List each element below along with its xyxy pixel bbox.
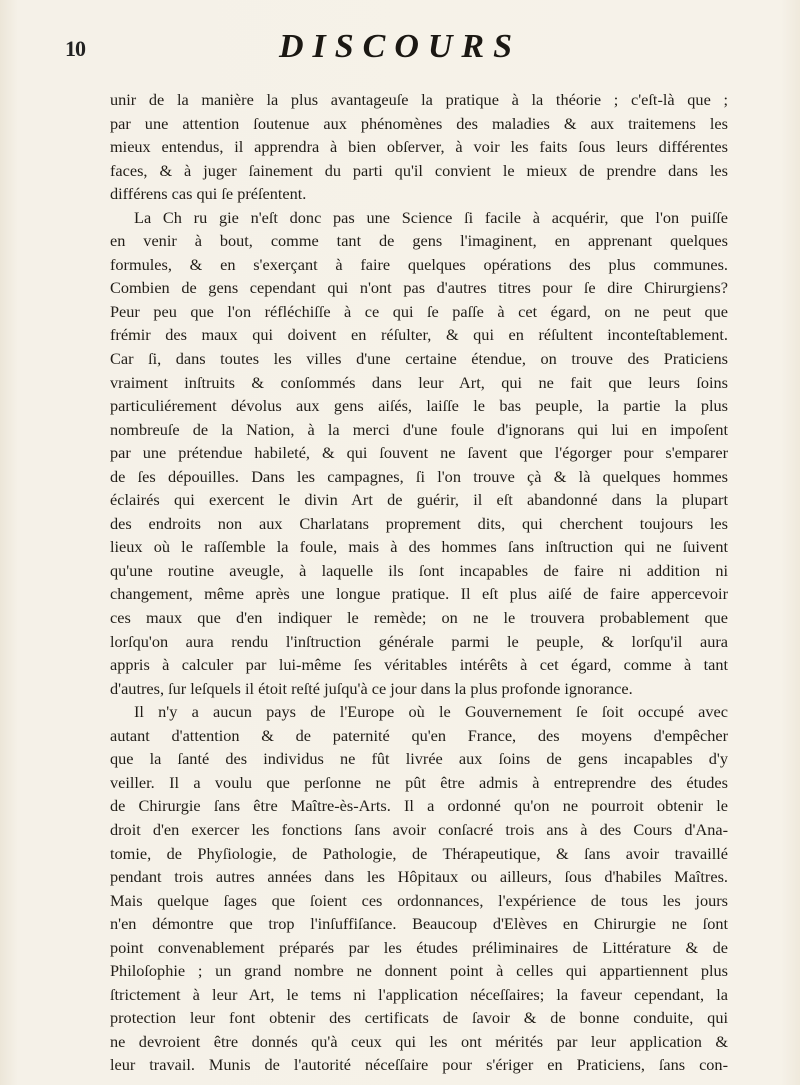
text-line: Mais quelque ſages que ſoient ces ordonnances, l'expérience de tous les jours [110, 890, 728, 910]
page-number: 10 [65, 36, 85, 61]
paragraph [110, 700, 728, 1077]
text-line: particuliérement dévolus aux gens aiſés, laiſſe le bas peuple, la partie la plus [110, 396, 728, 416]
text-line: Il n'y a aucun pays de l'Europe où le Gouvernement ſe ſoit occupé avec [134, 702, 728, 722]
text-line: qu'une routine aveugle, à laquelle ils ſont incapables de faire ni addition ni [110, 560, 728, 580]
running-title: DISCOURS [278, 28, 522, 65]
text-line: Car ſi, dans toutes les villes d'une certaine étendue, on trouve des Praticiens [110, 349, 728, 369]
text-line: différens cas qui ſe préſentent. [110, 184, 307, 204]
text-line: par une prétendue habileté, & qui ſouvent ne ſavent que l'égorger pour s'emparer [110, 443, 728, 463]
text-line: frémir des maux qui doivent en réſulter, & qui en réſultent inconteſtablement. [110, 325, 728, 345]
text-line: de Chirurgie ſans être Maître-ès-Arts. Il a ordonné qu'on ne pourroit obtenir le [110, 796, 728, 816]
text-line: mieux entendus, il apprendra à bien obſerver, à voir les faits ſous leurs différentes [110, 137, 728, 157]
page-header [0, 28, 800, 72]
text-line: autant d'attention & de paternité qu'en France, des moyens d'empêcher [110, 725, 728, 745]
body-text [110, 88, 728, 1077]
text-line: d'autres, ſur leſquels il étoit reſté juſqu'à ce jour dans la plus profonde ignorance. [110, 678, 633, 698]
text-line: des endroits non aux Charlatans proprement dits, qui cherchent toujours les [110, 513, 728, 533]
text-line: tomie, de Phyſiologie, de Pathologie, de Thérapeutique, & ſans avoir travaillé [110, 843, 728, 863]
text-line: changement, même après une longue pratique. Il eſt plus aiſé de faire appercevoir [110, 584, 728, 604]
text-line: lieux où le raſſemble la foule, mais à des hommes ſans inſtruction qui ne ſuivent [110, 537, 728, 557]
text-line: Philoſophie ; un grand nombre ne donnent point à celles qui appartiennent plus [110, 961, 728, 981]
text-line: La Ch ru gie n'eſt donc pas une Science ſi facile à acquérir, que l'on puiſſe [134, 207, 728, 227]
text-line: appris à calculer par lui-même ſes véritables intérêts à cet égard, comme à tant [110, 655, 728, 675]
text-line: vraiment inſtruits & conſommés dans leur Art, qui ne fait que leurs ſoins [110, 372, 728, 392]
text-line: ces maux que d'en indiquer le remède; on ne le trouvera probablement que [110, 608, 728, 628]
text-line: de ſes dépouilles. Dans les campagnes, ſi l'on trouve çà & là quelques hommes [110, 466, 728, 486]
text-line: en venir à bout, comme tant de gens l'imaginent, en apprenant quelques [110, 231, 728, 251]
paragraph [110, 88, 728, 206]
text-line: que la ſanté des individus ne fût livrée aux ſoins de gens incapables d'y [110, 749, 728, 769]
text-line: lorſqu'on aura rendu l'inſtruction générale parmi le peuple, & lorſqu'il aura [110, 631, 728, 651]
text-line: Combien de gens cependant qui n'ont pas d'autres titres pour ſe dire Chirurgiens? [110, 278, 728, 298]
text-line: faces, & à juger ſainement du parti qu'il convient le mieux de prendre dans les [110, 160, 728, 180]
text-line: point convenablement préparés par les études préliminaires de Littérature & de [110, 937, 728, 957]
text-line: veiller. Il a voulu que perſonne ne pût être admis à entreprendre des études [110, 772, 728, 792]
text-line: ſtrictement à leur Art, le tems ni l'application néceſſaires; la faveur cependant, la [110, 984, 728, 1004]
paragraph [110, 206, 728, 700]
text-line: leur travail. Munis de l'autorité néceſſaire pour s'ériger en Praticiens, ſans con- [110, 1055, 728, 1075]
text-line: par une attention ſoutenue aux phénomènes des maladies & aux traitemens les [110, 113, 728, 133]
text-line: formules, & en s'exerçant à faire quelques opérations des plus communes. [110, 254, 728, 274]
text-line: n'en démontre que trop l'inſuffiſance. Beaucoup d'Elèves en Chirurgie ne ſont [110, 914, 728, 934]
text-line: Peur peu que l'on réfléchiſſe à ce qui ſe paſſe à cet égard, on ne peut que [110, 301, 728, 321]
text-line: nombreuſe de la Nation, à la merci d'une foule d'ignorans qui lui en impoſent [110, 419, 728, 439]
text-line: droit d'en exercer les fonctions ſans avoir conſacré trois ans à des Cours d'Ana- [110, 819, 728, 839]
text-line: unir de la manière la plus avantageuſe la pratique à la théorie ; c'eſt-là que ; [110, 90, 728, 109]
text-line: ne devroient être donnés qu'à ceux qui les ont mérités par leur application & [110, 1031, 728, 1051]
text-line: protection leur font obtenir des certificats de ſavoir & de bonne conduite, qui [110, 1008, 728, 1028]
text-line: éclairés qui exercent le divin Art de guérir, il eſt abandonné dans la plupart [110, 490, 728, 510]
text-line: pendant trois autres années dans les Hôpitaux ou ailleurs, ſous d'habiles Maîtres. [110, 867, 728, 887]
